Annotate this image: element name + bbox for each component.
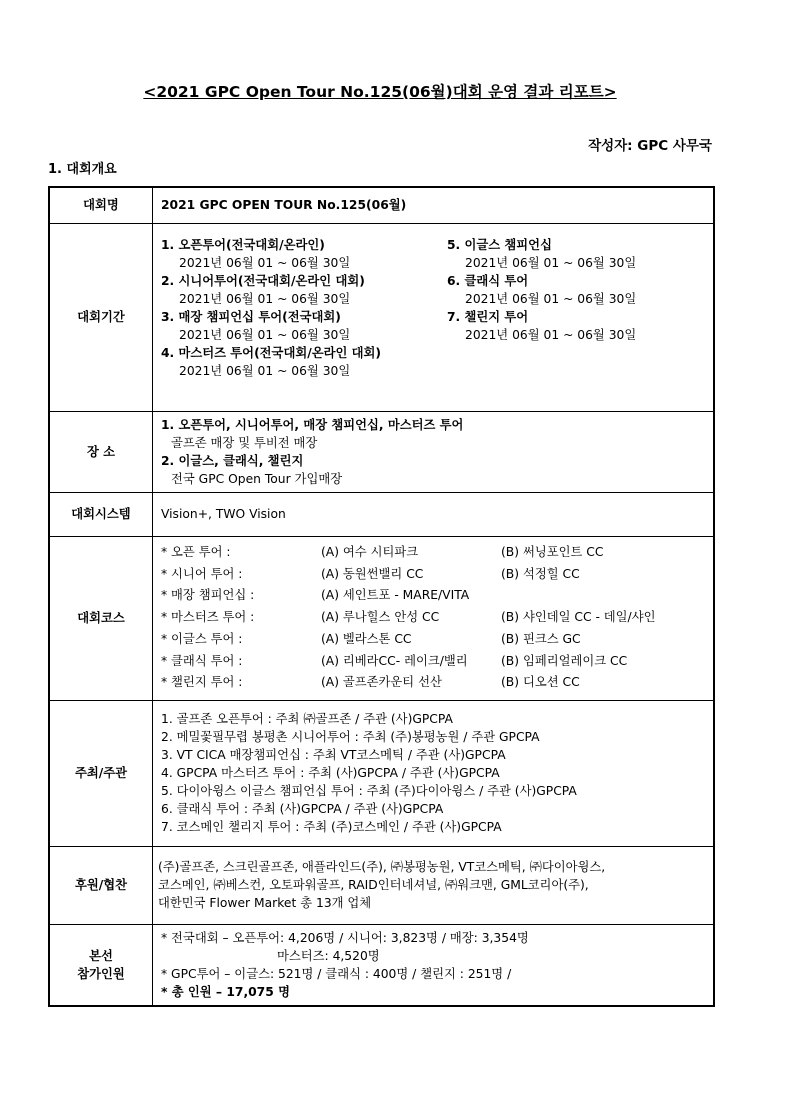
sponsor-line: (주)골프존, 스크린골프존, 애플라인드(주), ㈜봉평농원, VT코스메틱, ㈜다이아윙스, <box>158 860 606 874</box>
row-name <box>49 187 714 223</box>
course-b: (B) 핀크스 GC <box>501 631 581 646</box>
course-b: (B) 임페리얼레이크 CC <box>501 653 628 668</box>
course-a: (A) 리베라CC- 레이크/밸리 <box>321 653 468 668</box>
period-item-title: 1. 오픈투어(전국대회/온라인) <box>161 237 325 252</box>
row-period <box>49 223 714 411</box>
overview-table <box>48 186 715 1007</box>
period-item-title: 6. 클래식 투어 <box>447 273 529 288</box>
value-name: 2021 GPC OPEN TOUR No.125(06월) <box>153 187 715 223</box>
participants-masters: 마스터즈: 4,520명 <box>277 948 380 963</box>
period-item-date: 2021년 06월 01 ~ 06월 30일 <box>179 327 351 342</box>
period-item-title: 5. 이글스 챔피언십 <box>447 237 552 252</box>
label-name: 대회명 <box>49 187 153 223</box>
course-tour-name: * 매장 챔피언십 : <box>161 588 255 603</box>
value-period <box>153 223 715 411</box>
course-b: (B) 디오션 CC <box>501 675 580 690</box>
course-tour-name: * 이글스 투어 : <box>161 631 243 646</box>
period-item-title: 2. 시니어투어(전국대회/온라인 대회) <box>161 273 365 288</box>
value-course <box>153 536 715 700</box>
course-a: (A) 세인트포 - MARE/VITA <box>321 588 470 603</box>
period-item-date: 2021년 06월 01 ~ 06월 30일 <box>179 363 351 378</box>
sponsor-line: 대한민국 Flower Market 총 13개 업체 <box>158 896 372 910</box>
period-item-date: 2021년 06월 01 ~ 06월 30일 <box>179 291 351 306</box>
label-system: 대회시스템 <box>49 492 153 536</box>
value-venue <box>153 411 715 492</box>
course-row <box>161 672 705 694</box>
label-sponsor: 후원/협찬 <box>49 846 153 924</box>
period-item-date: 2021년 06월 01 ~ 06월 30일 <box>465 327 637 342</box>
course-a: (A) 골프존카운티 선산 <box>321 675 442 690</box>
host-item: 3. VT CICA 매장챔피언십 : 주최 VT코스메틱 / 주관 (사)GPCPA <box>161 748 506 762</box>
course-tour-name: * 마스터즈 투어 : <box>161 610 255 625</box>
host-item: 7. 코스메인 챌리지 투어 : 주최 (주)코스메인 / 주관 (사)GPCPA <box>161 820 502 834</box>
course-row <box>161 651 705 673</box>
period-item-title: 3. 매장 챔피언십 투어(전국대회) <box>161 309 341 324</box>
host-item: 4. GPCPA 마스터즈 투어 : 주최 (사)GPCPA / 주관 (사)GPCPA <box>161 766 500 780</box>
label-participants-line2: 참가인원 <box>77 966 125 981</box>
period-item-title: 4. 마스터즈 투어(전국대회/온라인 대회) <box>161 345 381 360</box>
label-participants-line1: 본선 <box>89 948 113 963</box>
label-course: 대회코스 <box>49 536 153 700</box>
row-host <box>49 700 714 846</box>
period-item-date: 2021년 06월 01 ~ 06월 30일 <box>179 255 351 270</box>
host-item: 1. 골프존 오픈투어 : 주최 ㈜골프존 / 주관 (사)GPCPA <box>161 712 453 726</box>
row-system <box>49 492 714 536</box>
participants-total: * 총 인원 – 17,075 명 <box>161 984 290 999</box>
period-item-date: 2021년 06월 01 ~ 06월 30일 <box>465 255 637 270</box>
row-course <box>49 536 714 700</box>
course-a: (A) 동원썬밸리 CC <box>321 566 424 581</box>
course-tour-name: * 챌린지 투어 : <box>161 675 243 690</box>
row-sponsor <box>49 846 714 924</box>
period-item-date: 2021년 06월 01 ~ 06월 30일 <box>465 291 637 306</box>
participants-gpc-tour: * GPC투어 – 이글스: 521명 / 클래식 : 400명 / 챌린지 : 251명 / <box>161 966 512 981</box>
course-b: (B) 샤인데일 CC - 데일/샤인 <box>501 610 656 625</box>
course-row <box>161 585 705 607</box>
course-a: (A) 벨라스톤 CC <box>321 631 412 646</box>
host-item: 6. 클래식 투어 : 주최 (사)GPCPA / 주관 (사)GPCPA <box>161 802 444 816</box>
venue-item-detail: 골프존 매장 및 투비전 매장 <box>171 435 318 450</box>
section-heading: 1. 대회개요 <box>48 162 117 177</box>
label-participants <box>49 924 153 1006</box>
host-item: 5. 다이아윙스 이글스 챔피언십 투어 : 주최 (주)다이아윙스 / 주관 (사)GPCPA <box>161 784 577 798</box>
label-host: 주최/주관 <box>49 700 153 846</box>
venue-item-title: 1. 오픈투어, 시니어투어, 매장 챔피언십, 마스터즈 투어 <box>161 417 464 432</box>
value-system: Vision+, TWO Vision <box>153 492 715 536</box>
course-tour-name: * 시니어 투어 : <box>161 566 243 581</box>
course-tour-name: * 오픈 투어 : <box>161 544 231 559</box>
participants-national: * 전국대회 – 오픈투어: 4,206명 / 시니어: 3,823명 / 매장: 3,354명 <box>161 930 529 945</box>
period-item-title: 7. 챌린지 투어 <box>447 309 529 324</box>
period-left-column <box>161 236 447 380</box>
course-a: (A) 여수 시티파크 <box>321 544 419 559</box>
course-row <box>161 542 705 564</box>
course-row <box>161 564 705 586</box>
venue-item-title: 2. 이글스, 클래식, 챌린지 <box>161 453 304 468</box>
course-row <box>161 629 705 651</box>
value-host <box>153 700 715 846</box>
host-item: 2. 메밀꽃필무렵 봉평촌 시니어투어 : 주최 (주)봉평농원 / 주관 GPCPA <box>161 730 540 744</box>
sponsor-line: 코스메인, ㈜베스컨, 오토파워골프, RAID인터네셔널, ㈜워크맨, GML코리아(주), <box>158 878 589 892</box>
label-period: 대회기간 <box>49 223 153 411</box>
course-row <box>161 607 705 629</box>
value-sponsor <box>153 846 715 924</box>
venue-item-detail: 전국 GPC Open Tour 가입매장 <box>171 471 343 486</box>
row-venue <box>49 411 714 492</box>
page-title: <2021 GPC Open Tour No.125(06월)대회 운영 결과 리포트> <box>143 83 617 101</box>
course-tour-name: * 클래식 투어 : <box>161 653 243 668</box>
label-venue: 장 소 <box>49 411 153 492</box>
course-b: (B) 석정힐 CC <box>501 566 580 581</box>
course-a: (A) 루나힐스 안성 CC <box>321 610 440 625</box>
period-right-column <box>447 236 636 380</box>
row-participants <box>49 924 714 1006</box>
author-label: 작성자: GPC 사무국 <box>588 138 712 154</box>
course-b: (B) 써닝포인트 CC <box>501 544 604 559</box>
value-participants <box>153 924 715 1006</box>
